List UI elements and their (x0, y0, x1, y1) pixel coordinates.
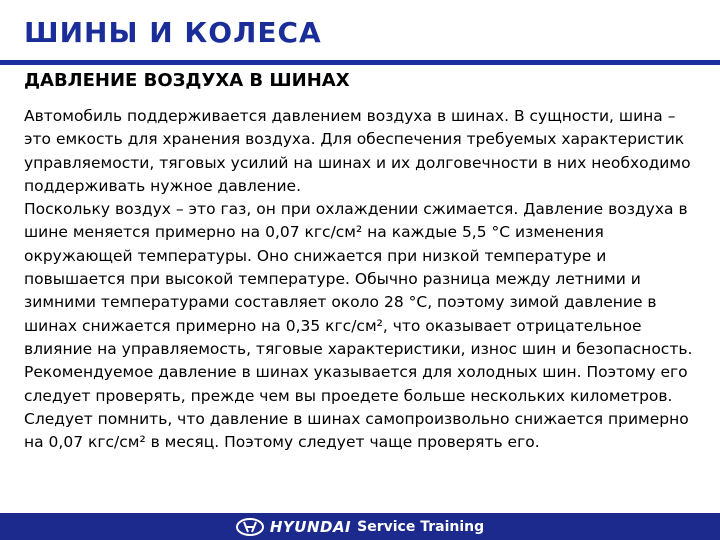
footer-brand-name: HYUNDAI (269, 517, 352, 536)
hyundai-logo-icon (236, 518, 264, 536)
footer-bar (0, 513, 720, 540)
body-text (24, 105, 700, 454)
footer-brand (236, 518, 484, 536)
paragraph-2: Поскольку воздух – это газ, он при охлаждении сжимается. Давление воздуха в шине меняется примерно на 0,07 кгс/см² на каждые 5,5 °C изменения окружающей температуры. Оно снижается при низкой температуре и повышается при высокой температуре. Обычно разница между летними и зимними температурами составляет около 28 °C, поэтому зимой давление в шинах снижается примерно на 0,35 кгс/см², что оказывает отрицательное влияние на управляемость, тяговые характеристики, износ шин и безопасность. (24, 200, 693, 358)
paragraph-3: Рекомендуемое давление в шинах указывается для холодных шин. Поэтому его следует проверять, прежде чем вы проедете больше нескольких километров. Следует помнить, что давление в шинах самопроизвольно снижается примерно на 0,07 кгс/см² в месяц. Поэтому следует чаще проверять его. (24, 363, 689, 452)
footer-brand-suffix: Service Training (357, 518, 485, 535)
paragraph-1: Автомобиль поддерживается давлением воздуха в шинах. В сущности, шина – это емкость для хранения воздуха. Для обеспечения требуемых характеристик управляемости, тяговых усилий на шинах и их долговечности в них необходимо поддерживать нужное давление. (24, 107, 691, 195)
slide-title: ШИНЫ И КОЛЕСА (24, 16, 322, 49)
section-title: ДАВЛЕНИЕ ВОЗДУХА В ШИНАХ (24, 70, 350, 91)
title-divider (0, 60, 720, 65)
